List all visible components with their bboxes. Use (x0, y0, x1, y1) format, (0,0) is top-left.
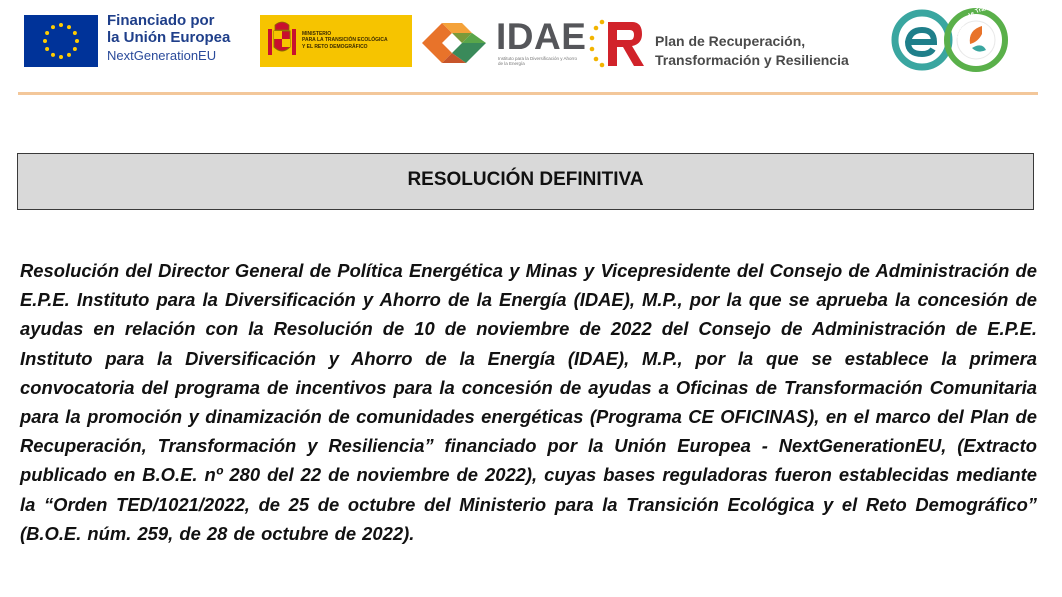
ministry-line-1: MINISTERIO (302, 31, 332, 37)
eu-line-3: NextGenerationEU (107, 47, 217, 63)
eu-funding-label (107, 12, 230, 63)
ministry-logo (260, 15, 412, 67)
oct-ring-text: Oficina de Transformac (956, 6, 1012, 39)
idae-subtitle: Instituto para la Diversificación y Ahorro de la Energía (498, 56, 578, 67)
ministry-line-3: Y EL RETO DEMOGRÁFICO (302, 43, 368, 50)
document-title: RESOLUCIÓN DEFINITIVA (407, 168, 644, 190)
prtr-line-1: Plan de Recuperación, (655, 33, 806, 49)
eu-line-1: Financiado por (107, 12, 215, 29)
ministry-line-2: PARA LA TRANSICIÓN ECOLÓGICA (302, 37, 388, 44)
prtr-line-2: Transformación y Resiliencia (655, 51, 849, 68)
idae-logo-icon (418, 17, 490, 69)
header-divider (18, 92, 1038, 95)
prtr-logo-icon (588, 18, 646, 68)
eu-flag-icon (24, 15, 98, 67)
prtr-label (655, 32, 849, 70)
eu-line-2: la Unión Europea (107, 29, 231, 47)
oct-logo-icon (888, 6, 1012, 74)
resolution-paragraph: Resolución del Director General de Política Energética y Minas y Vicepresidente del Consejo de Administración de E.P.E. Instituto para la Diversificación y Ahorro de la Energía (IDAE), M.P., por la que se aprueba la concesión de ayudas en relación con la Resolución de 10 de noviembre de 2022 del Consejo de Administración de E.P.E. Instituto para la Diversificación y Ahorro de la Energía (IDAE), M.P., por la que se establece la primera convocatoria del programa de incentivos para la concesión de ayudas a Oficinas de Transformación Comunitaria para la promoción y dinamización de comunidades energéticas (Programa CE OFICINAS), en el marco del Plan de Recuperación, Transformación y Resiliencia” financiado por la Unión Europea - NextGenerationEU, (Extracto publicado en B.O.E. nº 280 del 22 de noviembre de 2022), cuyas bases reguladoras fueron establecidas mediante la “Orden TED/1021/2022, de 25 de octubre del Ministerio para la Transición Ecológica y el Reto Demográfico” (B.O.E. núm. 259, de 28 de octubre de 2022). (20, 260, 1037, 544)
spain-coat-of-arms-icon (262, 15, 302, 67)
document-title-box (17, 153, 1034, 210)
ministry-name (302, 31, 408, 50)
idae-wordmark: IDAE (496, 16, 587, 57)
